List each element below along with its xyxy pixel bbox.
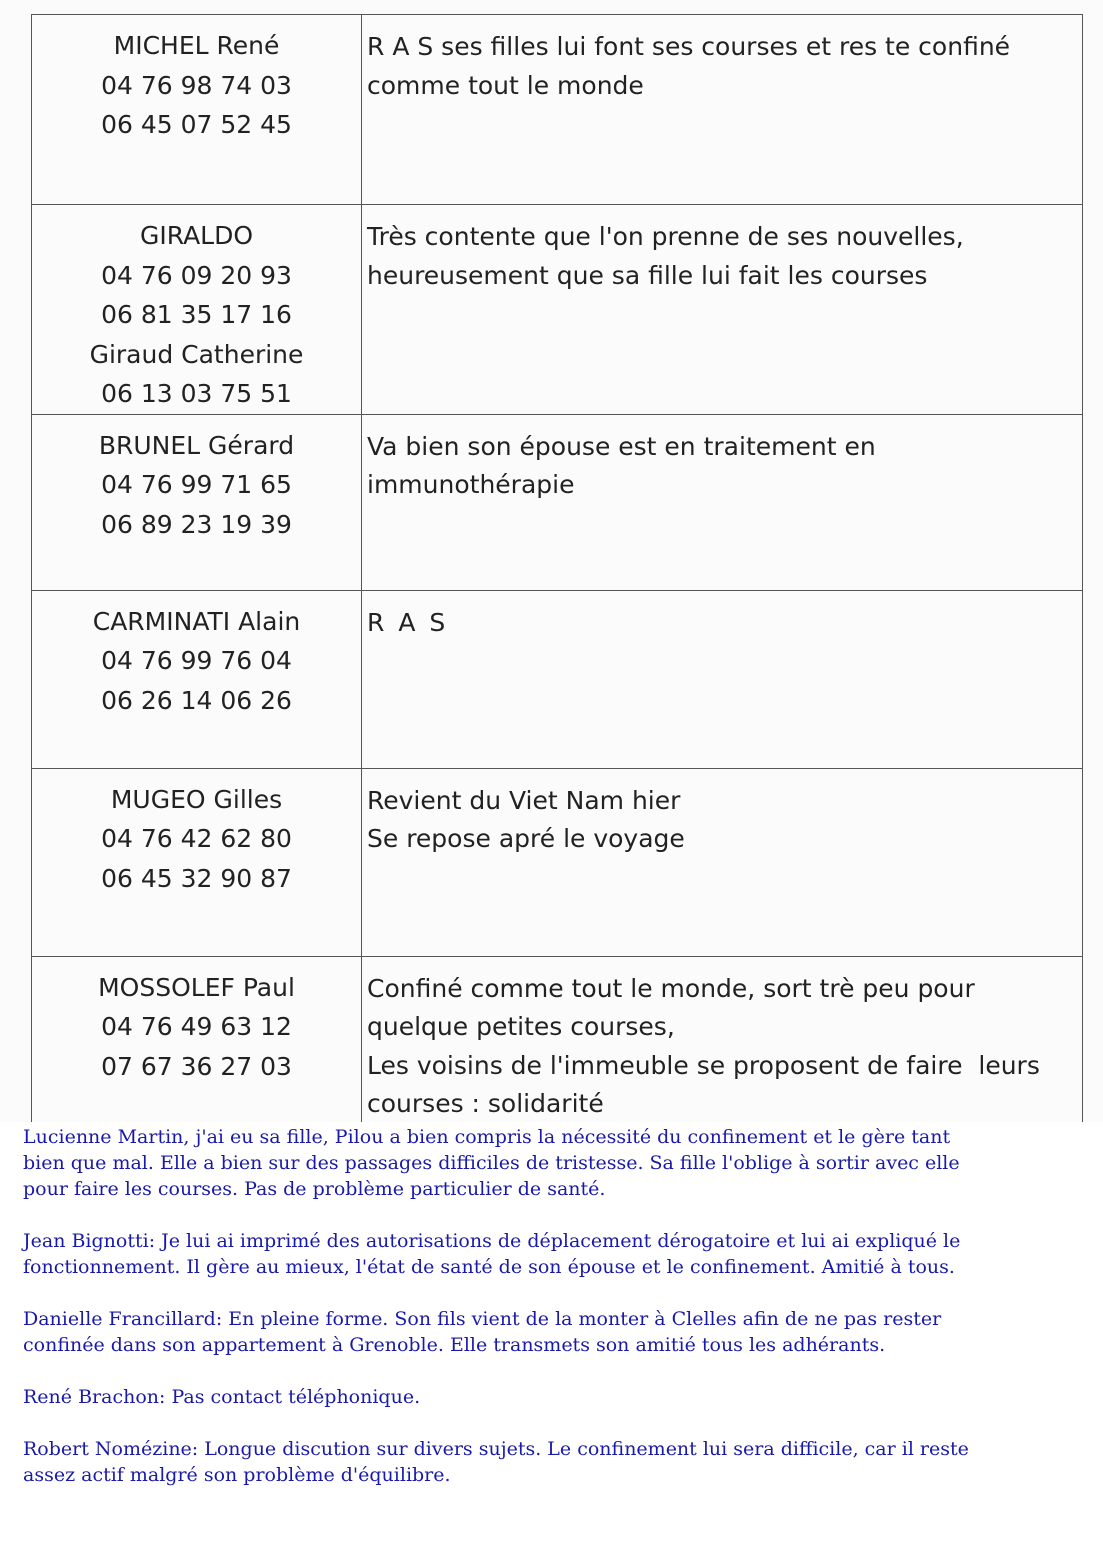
- note-cell: [362, 956, 1083, 1122]
- contact-cell: [32, 768, 362, 956]
- report-paragraph: Danielle Francillard: En pleine forme. Son fils vient de la monter à Clelles afin de ne pas rester confinée dans son appartement à Grenoble. Elle transmets son amitié tous les adhérants.: [23, 1308, 942, 1356]
- table-row: [32, 768, 1083, 956]
- contact-note: Va bien son épouse est en traitement en immunothérapie: [367, 431, 876, 499]
- contact-note: Très contente que l'on prenne de ses nouvelles, heureusement que sa fille lui fait les courses: [367, 222, 964, 290]
- note-cell: [362, 205, 1083, 415]
- contact-phone: 04 76 99 71 65: [101, 470, 292, 499]
- report-paragraph: René Brachon: Pas contact téléphonique.: [23, 1386, 421, 1408]
- table-row: [32, 956, 1083, 1122]
- contact-cell: [32, 414, 362, 590]
- contact-note: R A S ses filles lui font ses courses et res te confiné comme tout le monde: [367, 32, 1011, 100]
- contact-name: MICHEL René: [113, 31, 280, 60]
- contact-table: [31, 14, 1083, 1122]
- note-cell: [362, 590, 1083, 768]
- contact-note: R A S: [367, 607, 449, 637]
- contact-phone: 06 45 07 52 45: [101, 110, 292, 139]
- contact-phone: 06 45 32 90 87: [101, 863, 292, 893]
- table-row: [32, 15, 1083, 205]
- contact-note: Confiné comme tout le monde, sort trè peu pour quelque petites courses, Les voisins de l'immeuble se proposent de faire leurs courses : solidarité: [367, 973, 1040, 1118]
- contact-phone: 04 76 09 20 93: [101, 260, 292, 290]
- contact-cell: [32, 956, 362, 1122]
- call-reports: [0, 1124, 1103, 1514]
- contact-phone: 04 76 98 74 03: [101, 70, 292, 100]
- note-cell: [362, 414, 1083, 590]
- contact-note: Revient du Viet Nam hier Se repose apré le voyage: [367, 785, 685, 853]
- contact-phone: 06 89 23 19 39: [101, 509, 292, 539]
- report-paragraph: Jean Bignotti: Je lui ai imprimé des autorisations de déplacement dérogatoire et lui ai expliqué le fonctionnement. Il gère au mieux, l'état de santé de son épouse et le confinement. Amitié à tous.: [23, 1230, 961, 1278]
- contact-extra-phone: 06 13 03 75 51: [101, 379, 292, 408]
- contact-name: BRUNEL Gérard: [98, 430, 295, 460]
- contact-phone: 06 81 35 17 16: [101, 300, 292, 329]
- contact-phone: 06 26 14 06 26: [101, 685, 292, 715]
- contact-phone: 04 76 42 62 80: [101, 824, 292, 853]
- note-cell: [362, 15, 1083, 205]
- contact-phone: 07 67 36 27 03: [101, 1051, 292, 1081]
- table-row: [32, 590, 1083, 768]
- contact-cell: [32, 590, 362, 768]
- report-paragraph: Robert Nomézine: Longue discution sur divers sujets. Le confinement lui sera difficile, car il reste assez actif malgré son problème d'équilibre.: [23, 1438, 969, 1486]
- contact-extra-name: Giraud Catherine: [89, 339, 304, 369]
- contact-phone: 04 76 99 76 04: [101, 646, 292, 675]
- contact-cell: [32, 205, 362, 415]
- contact-cell: [32, 15, 362, 205]
- contact-name: MUGEO Gilles: [110, 784, 283, 814]
- note-cell: [362, 768, 1083, 956]
- contact-name: MOSSOLEF Paul: [98, 972, 295, 1002]
- contact-name: CARMINATI Alain: [92, 606, 301, 636]
- contact-phone: 04 76 49 63 12: [101, 1012, 292, 1041]
- table-row: [32, 205, 1083, 415]
- report-paragraph: Lucienne Martin, j'ai eu sa fille, Pilou a bien compris la nécessité du confinement et le gère tant bien que mal. Elle a bien sur des passages difficiles de tristesse. Sa fille l'oblige à sortir avec elle pour faire les courses. Pas de problème particulier de santé.: [23, 1126, 960, 1200]
- table-row: [32, 414, 1083, 590]
- contact-name: GIRALDO: [139, 221, 254, 250]
